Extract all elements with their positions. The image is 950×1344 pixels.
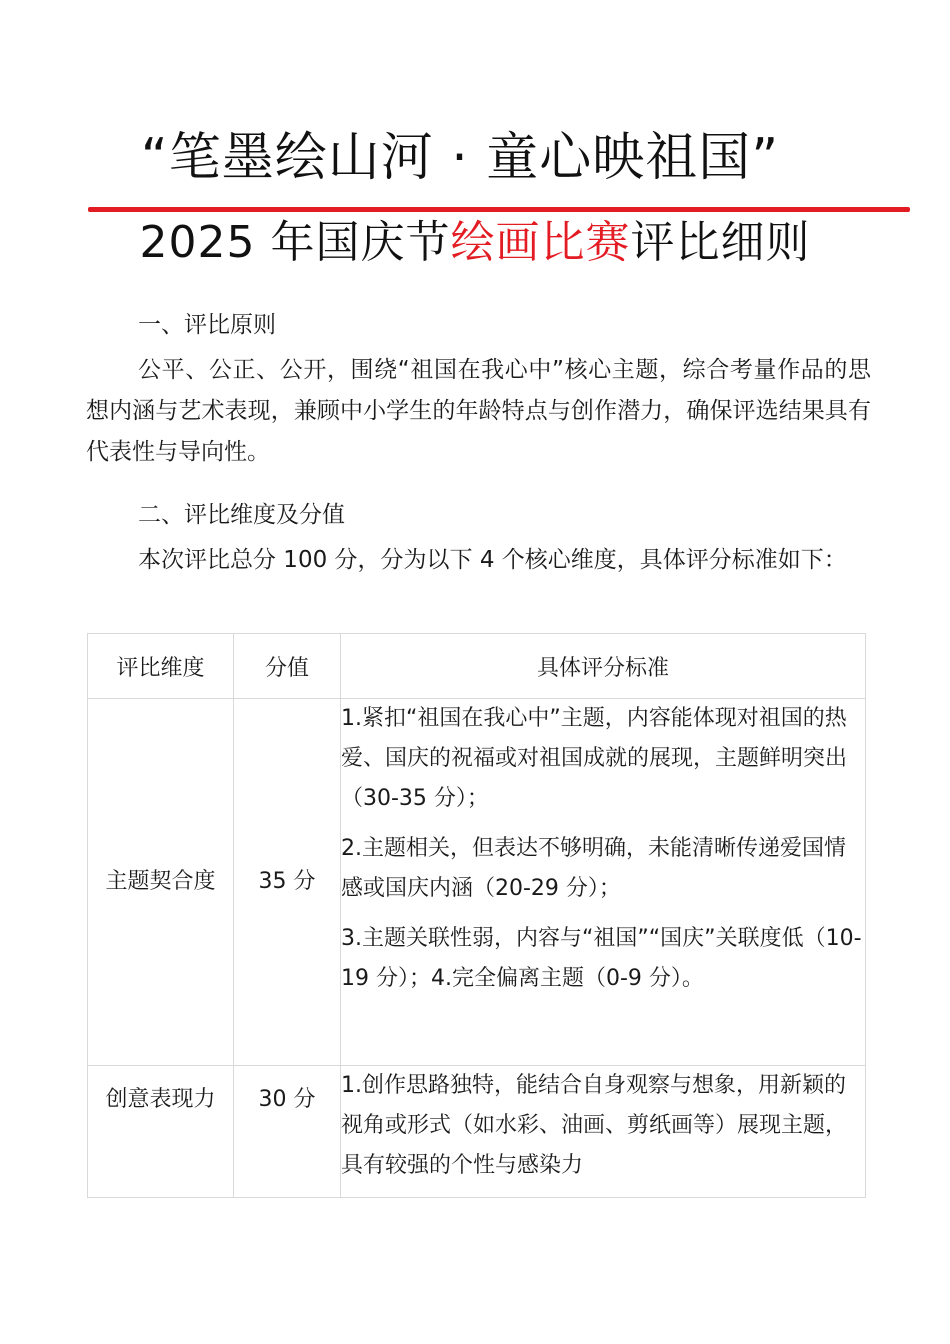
- criteria-item: 3.主题关联性弱，内容与“祖国”“国庆”关联度低（10-19 分）；4.完全偏离主题（0-9 分）。: [341, 926, 862, 991]
- section-heading-dimensions: 二、评比维度及分值: [138, 502, 345, 528]
- section-heading-principles: 一、评比原则: [138, 312, 276, 338]
- table-header-criteria: 具体评分标准: [341, 634, 866, 699]
- table-cell-dimension: 主题契合度: [88, 699, 234, 1066]
- section-body-principles: 公平、公正、公开，围绕“祖国在我心中”核心主题，综合考量作品的思想内涵与艺术表现，兼顾中小学生的年龄特点与创作潜力，确保评选结果具有代表性与导向性。: [86, 357, 871, 465]
- title-sub-suffix: 评比细则: [630, 217, 811, 268]
- table-row: [88, 699, 866, 1066]
- table-row: [88, 1066, 866, 1198]
- criteria-item: 1.紧扣“祖国在我心中”主题，内容能体现对祖国的热爱、国庆的祝福或对祖国成就的展现，主题鲜明突出（30-35 分）；: [341, 706, 848, 811]
- document-title-main: “笔墨绘山河 · 童心映祖国”: [140, 128, 780, 188]
- criteria-item: 1.创作思路独特，能结合自身观察与想象，用新颖的视角或形式（如水彩、油画、剪纸画等）展现主题，具有较强的个性与感染力: [341, 1073, 848, 1178]
- table-cell-criteria: [341, 699, 866, 1066]
- table-header-row: [88, 634, 866, 699]
- criteria-item: 2.主题相关，但表达不够明确，未能清晰传递爱国情感或国庆内涵（20-29 分）；: [341, 836, 846, 901]
- document-title-sub: [0, 210, 950, 276]
- section-body-dimensions: 本次评比总分 100 分，分为以下 4 个核心维度，具体评分标准如下：: [138, 547, 847, 573]
- table-cell-criteria: [341, 1066, 866, 1198]
- title-sub-accent: 绘画比赛: [450, 217, 631, 268]
- table-header-dimension: 评比维度: [88, 634, 234, 699]
- table-header-score: 分值: [234, 634, 341, 699]
- table-cell-score: 30 分: [234, 1066, 341, 1198]
- table-cell-score: 35 分: [234, 699, 341, 1066]
- title-sub-prefix: 2025 年国庆节: [139, 217, 451, 268]
- table-cell-dimension: 创意表现力: [88, 1066, 234, 1198]
- scoring-criteria-table: [87, 633, 866, 1198]
